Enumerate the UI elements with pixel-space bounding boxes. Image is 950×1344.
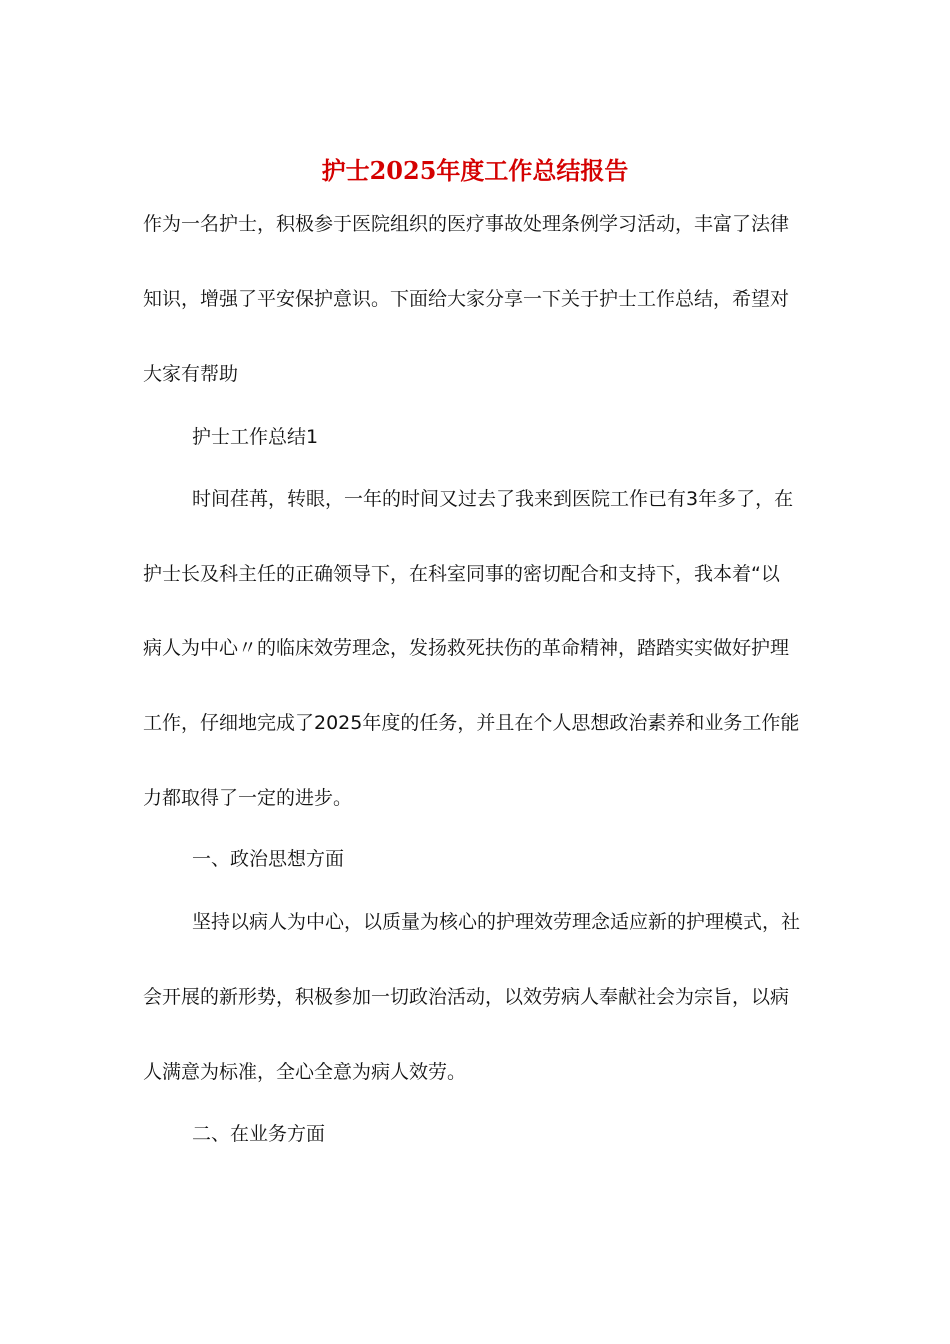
paragraph-line: 工作，仔细地完成了2025年度的任务，并且在个人思想政治素养和业务工作能: [143, 712, 800, 734]
paragraph-line: 力都取得了一定的进步。: [143, 787, 353, 809]
section-heading: 护士工作总结1: [192, 426, 319, 448]
paragraph-line: 病人为中心〃的临床效劳理念，发扬救死扶伤的革命精神，踏踏实实做好护理: [143, 637, 790, 659]
document-title: 护士2025年度工作总结报告: [321, 156, 629, 185]
paragraph-line: 大家有帮助: [143, 363, 239, 385]
paragraph-line: 护士长及科主任的正确领导下，在科室同事的密切配合和支持下，我本着“以: [143, 563, 780, 585]
section-heading: 一、政治思想方面: [192, 848, 345, 870]
section-heading: 二、在业务方面: [192, 1123, 326, 1145]
paragraph-line: 坚持以病人为中心，以质量为核心的护理效劳理念适应新的护理模式，社: [192, 911, 801, 933]
paragraph-line: 会开展的新形势，积极参加一切政治活动，以效劳病人奉献社会为宗旨，以病: [143, 986, 790, 1008]
paragraph-line: 时间荏苒，转眼，一年的时间又过去了我来到医院工作已有3年多了，在: [192, 488, 794, 510]
paragraph-line: 知识，增强了平安保护意识。下面给大家分享一下关于护士工作总结，希望对: [143, 288, 790, 310]
paragraph-line: 作为一名护士，积极参于医院组织的医疗事故处理条例学习活动，丰富了法律: [143, 213, 790, 235]
paragraph-line: 人满意为标准，全心全意为病人效劳。: [143, 1061, 467, 1083]
